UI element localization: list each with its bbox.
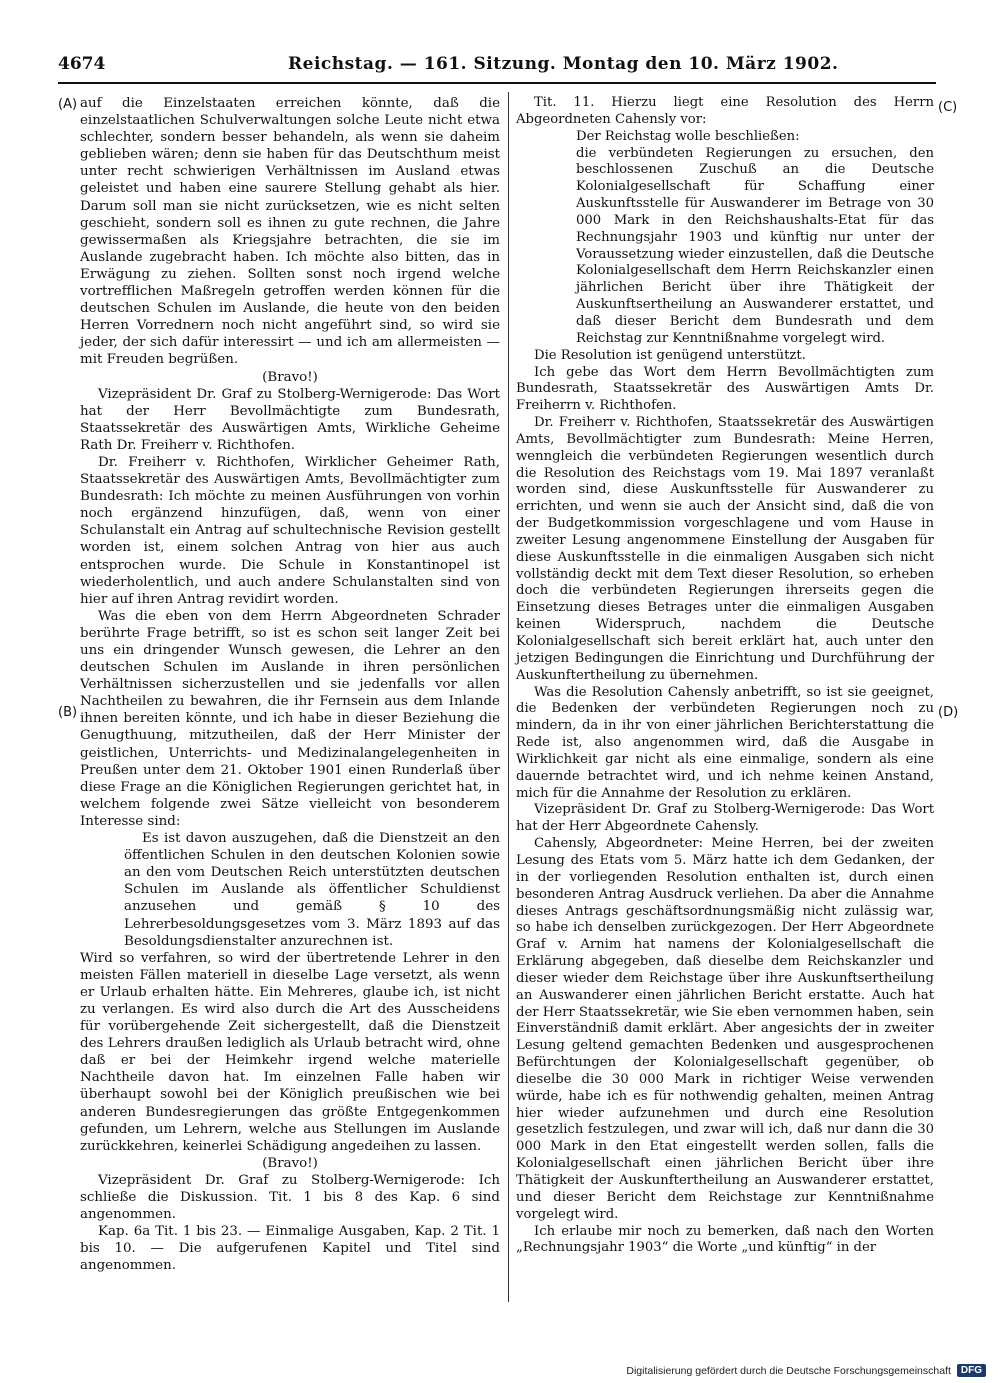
- margin-marker-b: (B): [58, 705, 78, 720]
- page-header: [58, 52, 936, 80]
- margin-marker-c: (C): [938, 100, 958, 115]
- page-running-title: Reichstag. — 161. Sitzung. Montag den 10. März 1902.: [288, 54, 839, 74]
- margin-marker-a: (A): [58, 97, 78, 112]
- right-column-paragraph: Cahensly, Abgeordneter: Meine Herren, bei der zweiten Lesung des Etats vom 5. März hatte ich dem Gedanken, der in der vorliegenden Resolution enthalten ist, durch einen besonderen Antrag Ausdruck verliehen. Da aber die Annahme dieses Antrags geschäftsordnungsmäßig nicht zulässig war, so habe ich denselben zurückgezogen. Der Herr Abgeordnete Graf v. Arnim hat namens der Kolonialgesellschaft die Erklärung abgegeben, daß dieselbe dem Reichskanzler und dieser wieder dem Reichstage über ihre Auskunftsertheilung an Auswanderer einen jährlichen Bericht erstatte. Auch hat der Herr Staatssekretär, wie Sie eben vernommen haben, sein Einverständniß damit erklärt. Aber angesichts der in zweiter Lesung geltend gemachten Bedenken und ausgesprochenen Befürchtungen der Kolonialgesellschaft gegenüber, ob dieselbe die 30 000 Mark in richtiger Weise verwenden würde, habe ich es für nothwendig gehalten, meinen Antrag hier wieder aufzunehmen und durch eine Resolution gesetzlich festzulegen, und zwar will ich, daß nur dann die 30 000 Mark in den Etat eingestellt werden sollen, falls die Kolonialgesellschaft einen jährlichen Bericht über ihre Thätigkeit der Auskunftertheilung an Auswanderer erstattet, und dieser Bericht dem Reichstage zur Kenntnißnahme vorgelegt wird.: [516, 836, 934, 1222]
- right-column-paragraph: Tit. 11. Hierzu liegt eine Resolution des Herrn Abgeordneten Cahensly vor:: [516, 95, 934, 127]
- header-rule: [58, 82, 936, 84]
- left-column-paragraph: Vizepräsident Dr. Graf zu Stolberg-Wernigerode: Ich schließe die Diskussion. Tit. 1 bis 8 des Kap. 6 sind angenommen.: [80, 1172, 500, 1223]
- right-text-column: [516, 95, 934, 1257]
- dfg-logo-icon: DFG: [957, 1364, 986, 1377]
- right-column-paragraph: Ich erlaube mir noch zu bemerken, daß nach den Worten „Rechnungsjahr 1903“ die Worte „und künftig“ in der: [516, 1223, 934, 1256]
- footer-text: Digitalisierung gefördert durch die Deutsche Forschungsgemeinschaft: [626, 1364, 951, 1377]
- left-column-paragraph: (Bravo!): [262, 1155, 318, 1171]
- page-number: 4674: [58, 54, 106, 74]
- left-column-paragraph: auf die Einzelstaaten erreichen könnte, daß die einzelstaatlichen Schulverwaltungen solche Leute nicht etwa schlechter, sondern besser behandeln, als wenn sie daheim geblieben wären; denn sie haben für das Deutschthum meist unter recht schwierigen Verhältnissen im Ausland etwas geleistet und haben eine saurere Stellung gehabt als hier. Darum soll man sie nicht zurücksetzen, wie es nicht selten geschieht, sondern soll es ihnen zu gute rechnen, die Jahre gewissermaßen als Kriegsjahre betrachten, die sie im Auslande zugebracht haben. Ich möchte also bitten, das in Erwägung zu ziehen. Sollten sonst noch irgend welche vortrefflichen Maßregeln getroffen werden können für die deutschen Schulen im Auslande, die heute von den beiden Herren Vorrednern noch nicht angeführt sind, so wird sie jeder, der sich dafür interessirt — und ich am allermeisten — mit Freuden begrüßen.: [80, 96, 500, 368]
- left-column-paragraph: Dr. Freiherr v. Richthofen, Wirklicher Geheimer Rath, Staatssekretär des Auswärtigen Amts, Bevollmächtigter zum Bundesrath: Ich möchte zu meinen Ausführungen von vorhin noch ergänzend hinzufügen, daß, wenn von einer Schulanstalt ein Antrag auf schultechnische Revision gestellt worden ist, einem solchen Antrag von hier aus auch entsprochen wurde. Die Schule in Konstantinopel ist wiederholentlich, und auch andere Schulanstalten sind von hier auf ihren Antrag revidirt worden.: [80, 454, 500, 607]
- left-column-paragraph: Es ist davon auszugehen, daß die Dienstzeit an den öffentlichen Schulen in den deutschen Kolonien sowie an den vom Deutschen Reich unterstützten deutschen Schulen im Auslande als öffentlicher Schuldienst anzusehen und gemäß § 10 des Lehrerbesoldungsgesetzes vom 3. März 1893 auf das Besoldungsdienstalter anzurechnen ist.: [124, 831, 500, 949]
- margin-marker-d: (D): [938, 705, 959, 720]
- left-column-paragraph: (Bravo!): [262, 369, 318, 385]
- footer-credit: [626, 1364, 986, 1377]
- right-column-paragraph: Vizepräsident Dr. Graf zu Stolberg-Wernigerode: Das Wort hat der Herr Abgeordnete Cahensly.: [516, 802, 934, 835]
- right-column-paragraph: Dr. Freiherr v. Richthofen, Staatssekretär des Auswärtigen Amts, Bevollmächtigter zum Bundesrath: Meine Herren, wenngleich die verbündeten Regierungen wesentlich durch die Resolution des Reichstags vom 19. Mai 1897 veranlaßt worden sind, diese Auskunftsstelle für Auswanderer zu errichten, und wenn sie auch der Ansicht sind, daß die von der Budgetkommission vorgeschlagene und vom Hause in zweiter Lesung angenommene Einstellung der Ausgaben für diese Auskunftsstelle in die einmaligen Ausgaben sich nicht vollständig deckt mit dem Text dieser Resolution, so erheben doch die verbündeten Regierungen ihrerseits gegen die Einsetzung dieses Betrages unter die einmaligen Ausgaben keinen Widerspruch, nachdem die Deutsche Kolonialgesellschaft sich bereit erklärt hat, auch unter den jetzigen Bedingungen die Einrichtung und Durchführung der Auskunftertheilung zu übernehmen.: [516, 415, 934, 683]
- left-column-paragraph: Kap. 6a Tit. 1 bis 23. — Einmalige Ausgaben, Kap. 2 Tit. 1 bis 10. — Die aufgerufenen Kapitel und Titel sind angenommen.: [80, 1224, 500, 1274]
- right-column-paragraph: die verbündeten Regierungen zu ersuchen, den beschlossenen Zuschuß an die Deutsche Kolonialgesellschaft für Schaffung einer Auskunftsstelle für Auswanderer im Betrage von 30 000 Mark in den Reichshaushalts-Etat für das Rechnungsjahr 1903 und künftig nur unter der Voraussetzung wieder einzustellen, daß die Deutsche Kolonialgesellschaft dem Herrn Reichskanzler einen jährlichen Bericht über ihre Thätigkeit der Auskunftsertheilung an Auswanderer erstattet, und daß dieser Bericht dem Bundesrath und dem Reichstag zur Kenntnißnahme vorgelegt wird.: [576, 145, 934, 346]
- left-column-paragraph: Was die eben von dem Herrn Abgeordneten Schrader berührte Frage betrifft, so ist es schon seit langer Zeit bei uns ein dringender Wunsch gewesen, die Lehrer an den deutschen Schulen im Auslande in ihren persönlichen Verhältnissen sicherzustellen und sie jedenfalls vor allen Nachtheilen zu bewahren, die ihr Fernsein aus dem Inlande ihnen bereiten könnte, und ich habe in dieser Beziehung die Genugthuung, mitzutheilen, daß der Herr Minister der geistlichen, Unterrichts- und Medizinalangelegenheiten in Preußen unter dem 21. Oktober 1901 einen Runderlaß über diese Frage an die Königlichen Regierungen gerichtet hat, in welchem folgende zwei Sätze vielleicht von besonderem Interesse sind:: [80, 608, 500, 829]
- right-column-paragraph: Die Resolution ist genügend unterstützt.: [534, 347, 806, 363]
- left-column-paragraph: Wird so verfahren, so wird der übertretende Lehrer in den meisten Fällen materiell in dieselbe Lage versetzt, als wenn er Urlaub erhalten hätte. Ein Mehreres, glaube ich, ist nicht zu verlangen. Es wird also durch die Art des Ausscheidens für vorübergehende Zeit sichergestellt, daß die Dienstzeit des Lehrers draußen lediglich als Urlaub betracht wird, ohne daß er bei der Heimkehr irgend welche materielle Nachtheile davon hat. Im einzelnen Falle haben wir überhaupt sowohl bei der Königlich preußischen wie bei anderen Bundesregierungen das größte Entgegenkommen gefunden, um Lehrern, welche aus Stellungen im Auslande zurückkehren, keinerlei Schädigung angedeihen zu lassen.: [80, 950, 500, 1154]
- left-text-column: [80, 95, 500, 1274]
- right-column-paragraph: Was die Resolution Cahensly anbetrifft, so ist sie geeignet, die Bedenken der verbündeten Regierungen noch zu mindern, da in ihr von einer jährlichen Berichterstattung die Rede ist, also angenommen wird, daß die Ausgabe in Wirklichkeit gar nicht als eine einmalige, sondern als eine dauernde betrachtet wird, und ich nehme keinen Anstand, mich für die Annahme der Resolution zu erklären.: [516, 684, 934, 801]
- right-column-paragraph: Ich gebe das Wort dem Herrn Bevollmächtigten zum Bundesrath, Staatssekretär des Auswärtigen Amts Dr. Freiherrn v. Richthofen.: [516, 364, 934, 414]
- column-divider: [508, 92, 509, 1302]
- left-column-paragraph: Vizepräsident Dr. Graf zu Stolberg-Wernigerode: Das Wort hat der Herr Bevollmächtigte zum Bundesrath, Staatssekretär des Auswärtigen Amts, Wirkliche Geheime Rath Dr. Freiherr v. Richthofen.: [80, 386, 500, 453]
- right-column-paragraph: Der Reichstag wolle beschließen:: [576, 128, 800, 144]
